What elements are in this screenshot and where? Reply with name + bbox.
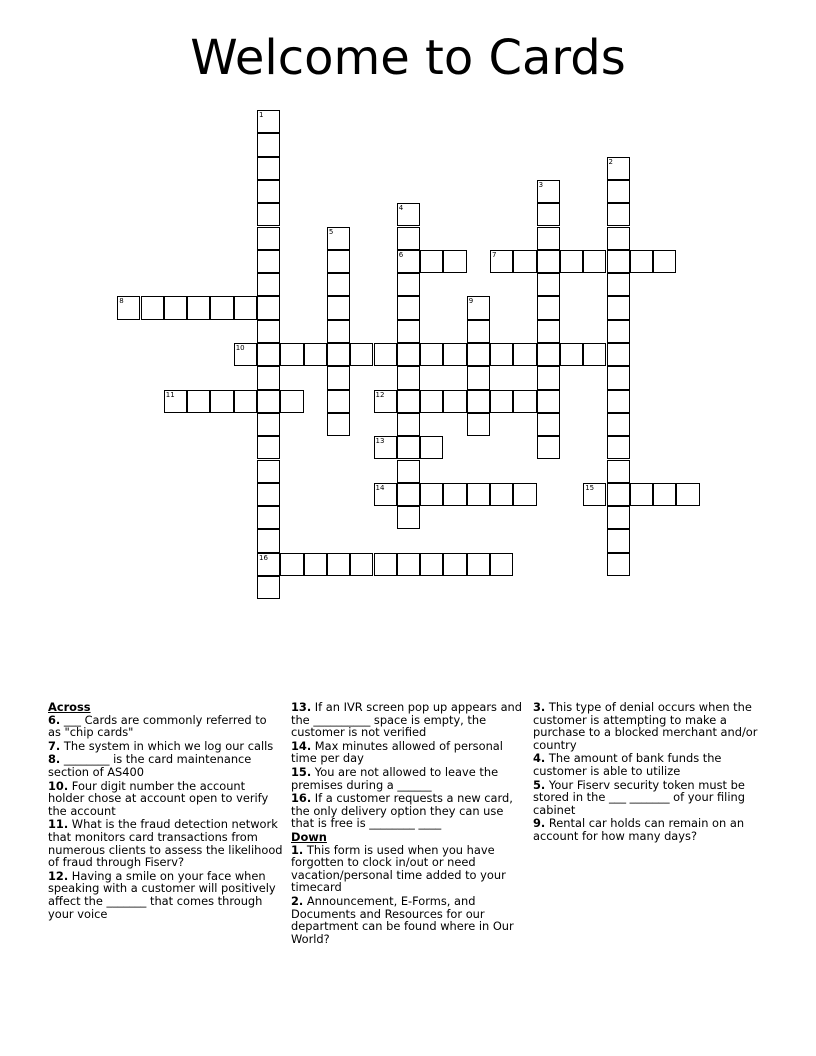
grid-cell[interactable] (607, 506, 630, 529)
clue-text: If an IVR screen pop up appears and the __________ space is empty, the customer is not verified (291, 700, 523, 740)
grid-cell[interactable] (537, 436, 560, 459)
grid-cell[interactable] (607, 436, 630, 459)
clue-text: This form is used when you have forgotten to clock in/out or need vacation/personal time added to your timecard (291, 842, 506, 895)
grid-cell[interactable] (397, 506, 420, 529)
clue-number-label: 16 (259, 553, 268, 562)
clue-text: The amount of bank funds the customer is able to utilize (533, 751, 722, 778)
grid-cell[interactable] (443, 250, 466, 273)
grid-cell[interactable] (607, 250, 630, 273)
grid-cell[interactable] (537, 273, 560, 296)
grid-cell[interactable] (420, 483, 443, 506)
grid-cell[interactable] (630, 250, 653, 273)
clue-item (533, 752, 768, 777)
grid-cell[interactable] (257, 273, 280, 296)
grid-cell[interactable] (537, 320, 560, 343)
clue-item (48, 740, 283, 753)
grid-cell[interactable] (607, 296, 630, 319)
clue-text: Rental car holds can remain on an account for how many days? (533, 816, 745, 843)
clue-item (48, 753, 283, 778)
grid-cell[interactable] (257, 483, 280, 506)
grid-cell[interactable] (257, 460, 280, 483)
grid-cell[interactable] (490, 553, 513, 576)
clue-item (48, 870, 283, 920)
clue-number: 13. (291, 700, 312, 714)
grid-cell[interactable] (513, 483, 536, 506)
grid-cell[interactable] (537, 227, 560, 250)
grid-cell[interactable] (443, 483, 466, 506)
clue-number: 12. (48, 868, 69, 883)
grid-cell[interactable] (397, 413, 420, 436)
clue-number: 6. (48, 712, 61, 727)
clue-number: 10. (48, 778, 69, 793)
clue-number: 1. (291, 842, 304, 857)
clue-number-label: 8 (119, 297, 124, 306)
clue-number-label: 2 (608, 157, 613, 166)
grid-cell[interactable] (420, 250, 443, 273)
grid-cell[interactable] (257, 180, 280, 203)
grid-cell[interactable] (607, 413, 630, 436)
grid-cell[interactable] (607, 203, 630, 226)
clue-text: This type of denial occurs when the customer is attempting to make a purchase to a blocked merchant and/or country (533, 700, 758, 752)
grid-cell[interactable] (327, 227, 350, 250)
grid-cell[interactable] (397, 343, 420, 366)
grid-cell[interactable] (607, 320, 630, 343)
grid-cell[interactable] (210, 296, 233, 319)
grid-cell[interactable] (537, 203, 560, 226)
grid-cell[interactable] (560, 250, 583, 273)
clue-text: If a customer requests a new card, the only delivery option they can use that is free is ________ ____ (291, 791, 513, 831)
grid-cell[interactable] (467, 390, 490, 413)
grid-cell[interactable] (187, 296, 210, 319)
clue-number: 3. (533, 700, 546, 714)
grid-cell[interactable] (397, 273, 420, 296)
grid-cell[interactable] (327, 553, 350, 576)
grid-cell[interactable] (560, 343, 583, 366)
grid-cell[interactable] (490, 250, 513, 273)
grid-cell[interactable] (653, 483, 676, 506)
grid-cell[interactable] (257, 553, 280, 576)
grid-cell[interactable] (443, 390, 466, 413)
grid-cell[interactable] (653, 250, 676, 273)
clue-number-label: 15 (585, 483, 595, 492)
grid-cell[interactable] (607, 180, 630, 203)
grid-cell[interactable] (537, 343, 560, 366)
grid-cell[interactable] (257, 390, 280, 413)
grid-cell[interactable] (257, 529, 280, 552)
grid-cell[interactable] (467, 296, 490, 319)
clue-column-2 (291, 701, 526, 946)
grid-cell[interactable] (350, 343, 373, 366)
grid-cell[interactable] (327, 413, 350, 436)
grid-cell[interactable] (630, 483, 653, 506)
grid-cell[interactable] (304, 553, 327, 576)
grid-cell[interactable] (397, 436, 420, 459)
clue-column-1 (48, 701, 283, 921)
grid-cell[interactable] (280, 343, 303, 366)
clue-text: The system in which we log our calls (60, 738, 274, 753)
grid-cell[interactable] (607, 529, 630, 552)
grid-cell[interactable] (420, 436, 443, 459)
grid-cell[interactable] (327, 320, 350, 343)
grid-cell[interactable] (607, 273, 630, 296)
clue-item (48, 818, 283, 868)
grid-cell[interactable] (280, 390, 303, 413)
grid-cell[interactable] (164, 390, 187, 413)
grid-cell[interactable] (397, 366, 420, 389)
grid-cell[interactable] (397, 227, 420, 250)
clue-number-label: 7 (492, 250, 497, 259)
grid-cell[interactable] (374, 436, 397, 459)
grid-cell[interactable] (257, 133, 280, 156)
grid-cell[interactable] (374, 343, 397, 366)
clue-number-label: 13 (375, 437, 385, 446)
clue-number: 5. (533, 777, 546, 792)
clue-item (291, 792, 526, 830)
clue-text: You are not allowed to leave the premises during a ______ (291, 764, 499, 792)
grid-cell[interactable] (164, 296, 187, 319)
grid-cell[interactable] (397, 203, 420, 226)
grid-cell[interactable] (257, 110, 280, 133)
grid-cell[interactable] (420, 390, 443, 413)
grid-cell[interactable] (443, 553, 466, 576)
grid-cell[interactable] (234, 390, 257, 413)
grid-cell[interactable] (234, 343, 257, 366)
grid-cell[interactable] (513, 250, 536, 273)
grid-cell[interactable] (607, 390, 630, 413)
grid-cell[interactable] (607, 460, 630, 483)
grid-cell[interactable] (327, 250, 350, 273)
grid-cell[interactable] (374, 390, 397, 413)
grid-cell[interactable] (397, 320, 420, 343)
grid-cell[interactable] (257, 343, 280, 366)
clue-number-label: 12 (375, 390, 385, 399)
grid-cell[interactable] (350, 553, 373, 576)
clue-number: 9. (533, 816, 546, 831)
grid-cell[interactable] (257, 250, 280, 273)
clue-section-heading: Across (48, 700, 91, 714)
grid-cell[interactable] (397, 483, 420, 506)
clue-item (533, 817, 768, 842)
grid-cell[interactable] (583, 250, 606, 273)
grid-cell[interactable] (607, 483, 630, 506)
grid-cell[interactable] (607, 343, 630, 366)
grid-cell[interactable] (327, 390, 350, 413)
grid-cell[interactable] (513, 390, 536, 413)
grid-cell[interactable] (187, 390, 210, 413)
clue-item (291, 844, 526, 894)
puzzle-title: Welcome to Cards (190, 30, 626, 86)
clue-item (533, 701, 768, 751)
grid-cell[interactable] (607, 366, 630, 389)
grid-cell[interactable] (397, 296, 420, 319)
grid-cell[interactable] (397, 553, 420, 576)
grid-cell[interactable] (257, 366, 280, 389)
clue-number: 15. (291, 764, 312, 779)
grid-cell[interactable] (257, 436, 280, 459)
grid-cell[interactable] (467, 483, 490, 506)
clue-number-label: 14 (375, 483, 385, 492)
grid-cell[interactable] (234, 296, 257, 319)
clue-number: 16. (291, 791, 312, 806)
clue-item (291, 895, 526, 945)
grid-cell[interactable] (327, 366, 350, 389)
clue-section-heading: Down (291, 829, 327, 844)
grid-cell[interactable] (490, 483, 513, 506)
clue-text: Your Fiserv security token must be stored in the ___ _______ of your filing cabinet (533, 777, 745, 817)
clue-number-label: 9 (468, 297, 474, 306)
grid-cell[interactable] (257, 296, 280, 319)
clue-number: 11. (48, 817, 69, 832)
clue-number-label: 1 (259, 111, 264, 119)
grid-cell[interactable] (537, 390, 560, 413)
grid-cell[interactable] (327, 343, 350, 366)
clue-number-label: 6 (398, 250, 404, 259)
clue-number-label: 3 (538, 180, 544, 189)
grid-cell[interactable] (210, 390, 233, 413)
clue-text: What is the fraud detection network that monitors card transactions from numerous clients to assess the likelihood of fraud through Fiserv? (48, 817, 283, 870)
clue-item (291, 701, 526, 739)
grid-cell[interactable] (513, 343, 536, 366)
grid-cell[interactable] (397, 250, 420, 273)
clue-item (291, 740, 526, 765)
clue-column-3 (533, 701, 768, 844)
grid-cell[interactable] (537, 180, 560, 203)
clue-number-label: 11 (165, 390, 175, 399)
grid-cell[interactable] (117, 296, 140, 319)
grid-cell[interactable] (304, 343, 327, 366)
grid-cell[interactable] (537, 413, 560, 436)
clue-text: Four digit number the account holder chose at account open to verify the account (48, 778, 269, 818)
clue-text: Having a smile on your face when speaking with a customer will positively affect the _______ that comes through your voice (48, 868, 276, 921)
grid-cell[interactable] (374, 553, 397, 576)
grid-cell[interactable] (467, 366, 490, 389)
grid-cell[interactable] (257, 413, 280, 436)
clue-number: 7. (48, 738, 61, 753)
grid-cell[interactable] (537, 366, 560, 389)
grid-cell[interactable] (257, 203, 280, 226)
grid-cell[interactable] (257, 227, 280, 250)
clue-item (291, 766, 526, 791)
grid-cell[interactable] (583, 343, 606, 366)
clue-number-label: 4 (398, 204, 404, 213)
grid-cell[interactable] (467, 343, 490, 366)
clue-text: ___ Cards are commonly referred to as "chip cards" (48, 712, 267, 740)
grid-cell[interactable] (257, 157, 280, 180)
clue-number: 14. (291, 738, 312, 753)
grid-cell[interactable] (467, 413, 490, 436)
grid-cell[interactable] (537, 296, 560, 319)
grid-cell[interactable] (607, 227, 630, 250)
grid-cell[interactable] (420, 343, 443, 366)
grid-cell[interactable] (141, 296, 164, 319)
grid-cell[interactable] (280, 553, 303, 576)
grid-cell[interactable] (397, 460, 420, 483)
clue-number: 2. (291, 893, 304, 908)
grid-cell[interactable] (490, 343, 513, 366)
grid-cell[interactable] (537, 250, 560, 273)
grid-cell[interactable] (583, 483, 606, 506)
grid-cell[interactable] (257, 576, 280, 599)
grid-cell[interactable] (607, 553, 630, 576)
grid-cell[interactable] (676, 483, 699, 506)
clue-item (533, 779, 768, 817)
grid-cell[interactable] (327, 296, 350, 319)
grid-cell[interactable] (327, 273, 350, 296)
clue-number: 4. (533, 751, 546, 766)
clue-item (48, 780, 283, 818)
clue-item (48, 714, 283, 739)
grid-cell[interactable] (490, 390, 513, 413)
clue-text: ________ is the card maintenance section of AS400 (48, 752, 252, 779)
grid-cell[interactable] (397, 390, 420, 413)
grid-cell[interactable] (607, 157, 630, 180)
clue-text: Max minutes allowed of personal time per day (291, 738, 503, 766)
grid-cell[interactable] (257, 320, 280, 343)
clue-number-label: 5 (328, 227, 334, 236)
grid-cell[interactable] (420, 553, 443, 576)
grid-cell[interactable] (374, 483, 397, 506)
grid-cell[interactable] (443, 343, 466, 366)
clue-number-label: 10 (235, 344, 245, 352)
clue-text: Announcement, E-Forms, and Documents and Resources for our department can be found where in Our World? (291, 893, 514, 946)
grid-cell[interactable] (467, 553, 490, 576)
grid-cell[interactable] (257, 506, 280, 529)
grid-cell[interactable] (467, 320, 490, 343)
clue-number: 8. (48, 752, 61, 767)
